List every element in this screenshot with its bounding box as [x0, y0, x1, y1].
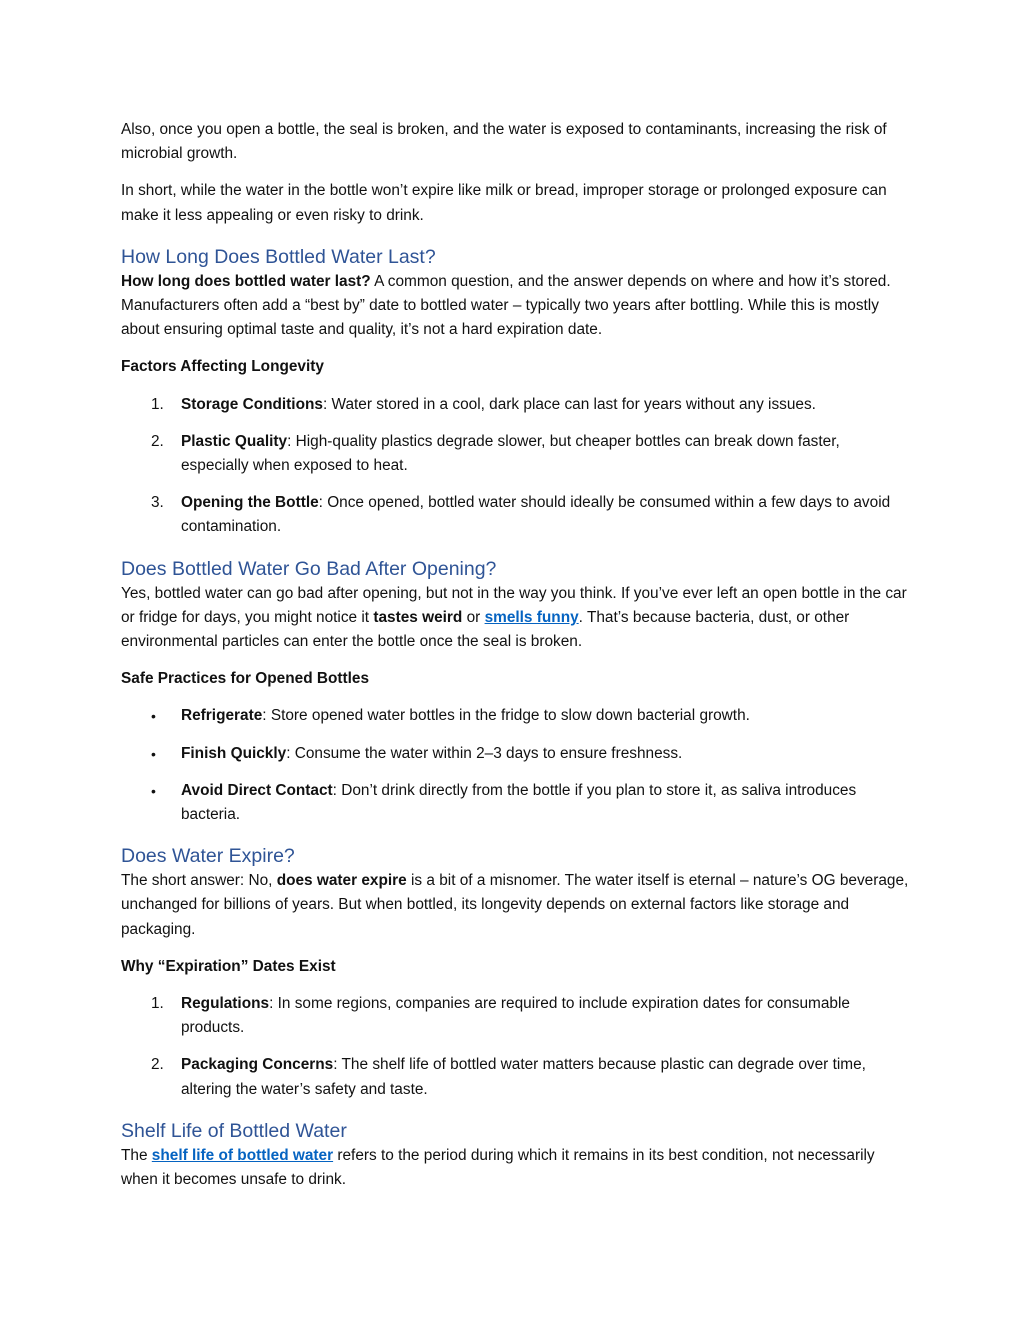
list-item-bold: Opening the Bottle — [181, 494, 319, 512]
go-bad-paragraph — [121, 582, 911, 655]
list-item-text: : Water stored in a cool, dark place can last for years without any issues. — [322, 395, 816, 413]
bullet-icon: • — [151, 708, 156, 725]
water-expire-text-1: The short answer: No, — [121, 872, 277, 890]
water-expire-paragraph — [121, 869, 911, 942]
list-item — [121, 704, 911, 728]
water-expire-text-2: is a bit of a misnomer. The water itself is eternal – nature’s OG beverage, unchanged for billions of years. But when bottled, its longevity depends on external factors like storage and packaging. — [121, 872, 909, 938]
go-bad-text-1: Yes, bottled water can go bad after opening, but not in the way you think. If you’ve ever left an open bottle in the car or fridge for days, you might notice it — [121, 584, 907, 626]
go-bad-text-3: . That’s because bacteria, dust, or other environmental particles can enter the bottle once the seal is broken. — [121, 608, 850, 651]
list-item-text: : The shelf life of bottled water matters because plastic can degrade over time, altering the water’s safety and taste. — [181, 1056, 866, 1098]
how-long-lead-text: A common question, and the answer depends on where and how it’s stored. Manufacturers often add a “best by” date to bottled water – typically two years after bottling. While this is mostly about ensuring optimal taste and quality, it’s not a hard expiration date. — [121, 272, 891, 339]
list-number: 2. — [151, 432, 164, 450]
go-bad-text-2: or — [462, 608, 485, 626]
list-item-text: : Store opened water bottles in the fridge to slow down bacterial growth. — [262, 707, 750, 725]
list-item-bold: Regulations — [181, 995, 270, 1013]
list-item — [121, 992, 911, 1040]
list-item-text: : Don’t drink directly from the bottle if you plan to store it, as saliva introduces bacteria. — [181, 781, 857, 824]
list-item — [121, 742, 911, 766]
list-item-text: : Consume the water within 2–3 days to ensure freshness. — [286, 744, 683, 762]
subheading-factors: Factors Affecting Longevity — [121, 358, 324, 376]
does-water-expire-bold: does water expire — [276, 872, 407, 890]
list-item-bold: Refrigerate — [181, 707, 263, 725]
list-number: 3. — [151, 494, 164, 512]
list-item-bold: Finish Quickly — [181, 744, 287, 762]
list-item-text: : Once opened, bottled water should ideally be consumed within a few days to avoid contamination. — [181, 494, 891, 536]
smells-funny-link[interactable]: smells funny — [484, 608, 579, 626]
list-number: 1. — [151, 395, 164, 413]
intro-paragraph-2: In short, while the water in the bottle won’t expire like milk or bread, improper storage or prolonged exposure can make it less appealing or even risky to drink. — [121, 182, 887, 224]
shelf-life-text-2: refers to the period during which it remains in its best condition, not necessarily when it becomes unsafe to drink. — [121, 1146, 875, 1189]
heading-shelf-life: Shelf Life of Bottled Water — [121, 1119, 347, 1142]
intro-paragraph-1: Also, once you open a bottle, the seal is broken, and the water is exposed to contaminants, increasing the risk of microbial growth. — [121, 121, 887, 163]
list-item-text: : High-quality plastics degrade slower, but cheaper bottles can break down faster, especially when exposed to heat. — [181, 432, 840, 475]
list-item — [121, 393, 911, 417]
list-item-bold: Packaging Concerns — [181, 1056, 334, 1074]
bullet-icon: • — [151, 782, 156, 799]
shelf-life-link[interactable]: shelf life of bottled water — [151, 1146, 334, 1164]
list-item — [121, 779, 911, 827]
list-item-bold: Storage Conditions — [181, 395, 323, 413]
list-item-bold: Plastic Quality — [181, 432, 288, 450]
factors-list — [121, 393, 911, 540]
safe-practices-list — [121, 704, 911, 827]
list-number: 1. — [151, 995, 164, 1013]
subheading-expiration-dates: Why “Expiration” Dates Exist — [121, 957, 336, 975]
shelf-life-text-1: The — [121, 1146, 152, 1164]
document-page — [121, 118, 911, 1205]
how-long-lead-bold: How long does bottled water last? — [121, 272, 371, 290]
tastes-weird-bold: tastes weird — [373, 608, 463, 626]
heading-go-bad: Does Bottled Water Go Bad After Opening? — [121, 557, 497, 580]
list-item — [121, 1053, 911, 1101]
expiration-list — [121, 992, 911, 1102]
list-item-bold: Avoid Direct Contact — [181, 781, 333, 799]
heading-how-long: How Long Does Bottled Water Last? — [121, 245, 436, 268]
list-item — [121, 491, 911, 539]
shelf-life-paragraph — [121, 1144, 911, 1192]
heading-water-expire: Does Water Expire? — [121, 845, 295, 868]
list-number: 2. — [151, 1056, 164, 1074]
how-long-paragraph — [121, 270, 911, 343]
list-item-text: : In some regions, companies are required to include expiration dates for consumable products. — [181, 995, 850, 1037]
bullet-icon: • — [151, 745, 156, 762]
subheading-safe-practices: Safe Practices for Opened Bottles — [121, 670, 370, 688]
list-item — [121, 430, 911, 478]
